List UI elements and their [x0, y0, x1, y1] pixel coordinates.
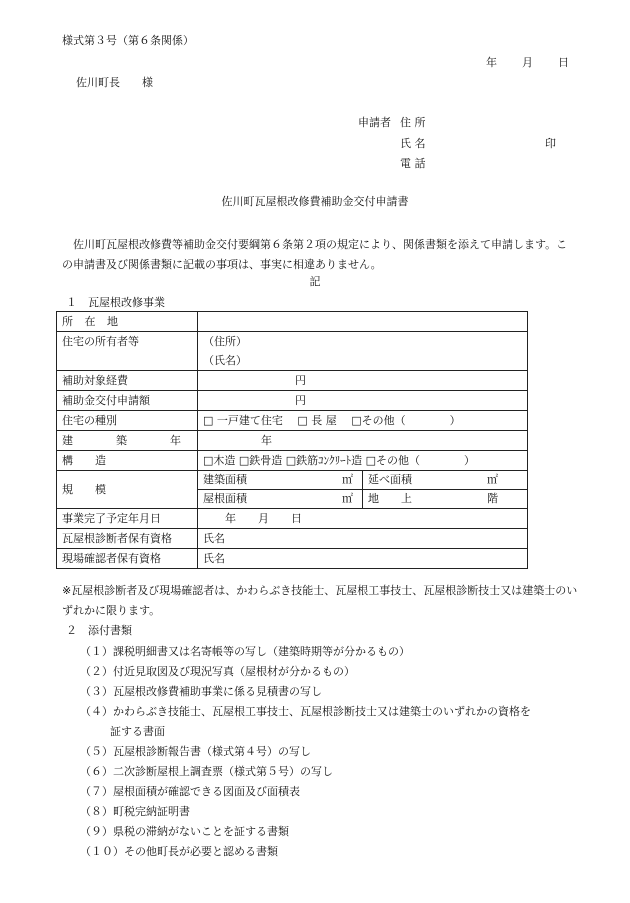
- applicant-label: 申請者: [358, 116, 391, 129]
- built-year-field[interactable]: [198, 431, 528, 451]
- date-month-label: 月: [522, 56, 533, 69]
- grant-amount-field[interactable]: [198, 391, 528, 411]
- floors-cell[interactable]: [363, 490, 528, 509]
- sqm-unit: ㎡: [342, 492, 353, 506]
- applicant-phone-label: 電 話: [400, 157, 426, 170]
- subsidy-cost-label: 補助対象経費: [57, 371, 198, 391]
- table-row: [198, 490, 527, 509]
- list-item: （８）町税完納証明書: [80, 805, 190, 818]
- seal-mark: 印: [545, 137, 556, 150]
- document-title: 佐川町瓦屋根改修費補助金交付申請書: [221, 195, 409, 208]
- building-area-label: 建築面積: [203, 473, 247, 487]
- diagnostician-name-field[interactable]: 氏名: [198, 529, 528, 549]
- section1-heading: １ 瓦屋根改修事業: [66, 296, 165, 309]
- owner-address-field[interactable]: （住所）: [198, 332, 528, 352]
- ki-mark: 記: [309, 275, 321, 288]
- scale-cell: [198, 471, 528, 509]
- table-row: [198, 471, 527, 490]
- scale-subtable: [198, 471, 527, 508]
- grant-amount-label: 補助金交付申請額: [57, 391, 198, 411]
- list-item: （９）県税の滞納がないことを証する書類: [80, 825, 289, 838]
- list-item: （２）付近見取図及び現況写真（屋根材が分かるもの）: [80, 665, 355, 678]
- inspector-label: 現場確認者保有資格: [57, 549, 198, 569]
- table-row: [57, 451, 528, 471]
- subsidy-cost-field[interactable]: [198, 371, 528, 391]
- floors-label: 地 上: [368, 492, 412, 506]
- sqm-unit: ㎡: [487, 473, 498, 487]
- table-row: [57, 312, 528, 332]
- house-type-label: 住宅の種別: [57, 411, 198, 431]
- structure-options[interactable]: □木造 □鉄骨造 □鉄筋ｺﾝｸﾘｰﾄ造 □その他（ ）: [198, 451, 528, 471]
- inspector-name-field[interactable]: 氏名: [198, 549, 528, 569]
- project-table: [56, 311, 528, 569]
- floor-area-cell[interactable]: [363, 471, 528, 490]
- table-row: [57, 471, 528, 509]
- table-row: [57, 529, 528, 549]
- table-row: [57, 431, 528, 451]
- built-year-label: 建 築 年: [57, 431, 198, 451]
- qualification-note: ※瓦屋根診断者及び現場確認者は、かわらぶき技能士、瓦屋根工事技士、瓦屋根診断技士又は建築士のいずれかに限ります。: [62, 584, 578, 617]
- building-area-cell[interactable]: [198, 471, 363, 490]
- date-day-label: 日: [558, 56, 569, 69]
- section2-heading: ２ 添付書類: [66, 624, 132, 637]
- completion-label: 事業完了予定年月日: [57, 509, 198, 529]
- applicant-address-label: 住 所: [400, 116, 426, 129]
- list-item: 証する書面: [110, 725, 165, 738]
- list-item: （１）課税明細書又は名寄帳等の写し（建築時期等が分かるもの）: [80, 645, 410, 658]
- list-item: （６）二次診断屋根上調査票（様式第５号）の写し: [80, 765, 333, 778]
- table-row: [57, 332, 528, 352]
- form-number: 様式第３号（第６条関係）: [62, 34, 194, 47]
- structure-label: 構 造: [57, 451, 198, 471]
- sqm-unit: ㎡: [342, 473, 353, 487]
- body-text: 佐川町瓦屋根改修費等補助金交付要綱第６条第２項の規定により、関係書類を添えて申請します。この申請書及び関係書類に記載の事項は、事実に相違ありません。: [62, 238, 568, 271]
- list-item: （４）かわらぶき技能士、瓦屋根工事技士、瓦屋根診断技士又は建築士のいずれかの資格を: [80, 705, 531, 718]
- table-row: [57, 549, 528, 569]
- table-row: [57, 509, 528, 529]
- location-field[interactable]: [198, 312, 528, 332]
- roof-area-cell[interactable]: [198, 490, 363, 509]
- date-year-label: 年: [486, 56, 497, 69]
- yen-unit: 円: [295, 373, 306, 387]
- table-row: [57, 371, 528, 391]
- list-item: （３）瓦屋根改修費補助事業に係る見積書の写し: [80, 685, 322, 698]
- applicant-name-label: 氏 名: [400, 137, 426, 150]
- yen-unit: 円: [295, 393, 306, 407]
- owner-name-field[interactable]: （氏名）: [198, 351, 528, 371]
- table-row: [57, 391, 528, 411]
- scale-label: 規 模: [57, 471, 198, 509]
- floor-area-label: 延べ面積: [368, 473, 412, 487]
- floors-unit: 階: [487, 492, 498, 506]
- completion-date-units: 年 月 日: [225, 511, 302, 525]
- owner-label: 住宅の所有者等: [57, 332, 198, 371]
- list-item: （５）瓦屋根診断報告書（様式第４号）の写し: [80, 745, 311, 758]
- list-item: （７）屋根面積が確認できる図面及び面積表: [80, 785, 300, 798]
- house-type-options[interactable]: □ 一戸建て住宅 □ 長 屋 □その他（ ）: [198, 411, 528, 431]
- table-row: [57, 411, 528, 431]
- attachments-list: [80, 642, 570, 862]
- list-item: （１０）その他町長が必要と認める書類: [80, 845, 278, 858]
- year-unit: 年: [261, 433, 272, 447]
- addressee: 佐川町長 様: [76, 76, 153, 89]
- roof-area-label: 屋根面積: [203, 492, 247, 506]
- location-label: 所 在 地: [57, 312, 198, 332]
- diagnostician-label: 瓦屋根診断者保有資格: [57, 529, 198, 549]
- completion-field[interactable]: [198, 509, 528, 529]
